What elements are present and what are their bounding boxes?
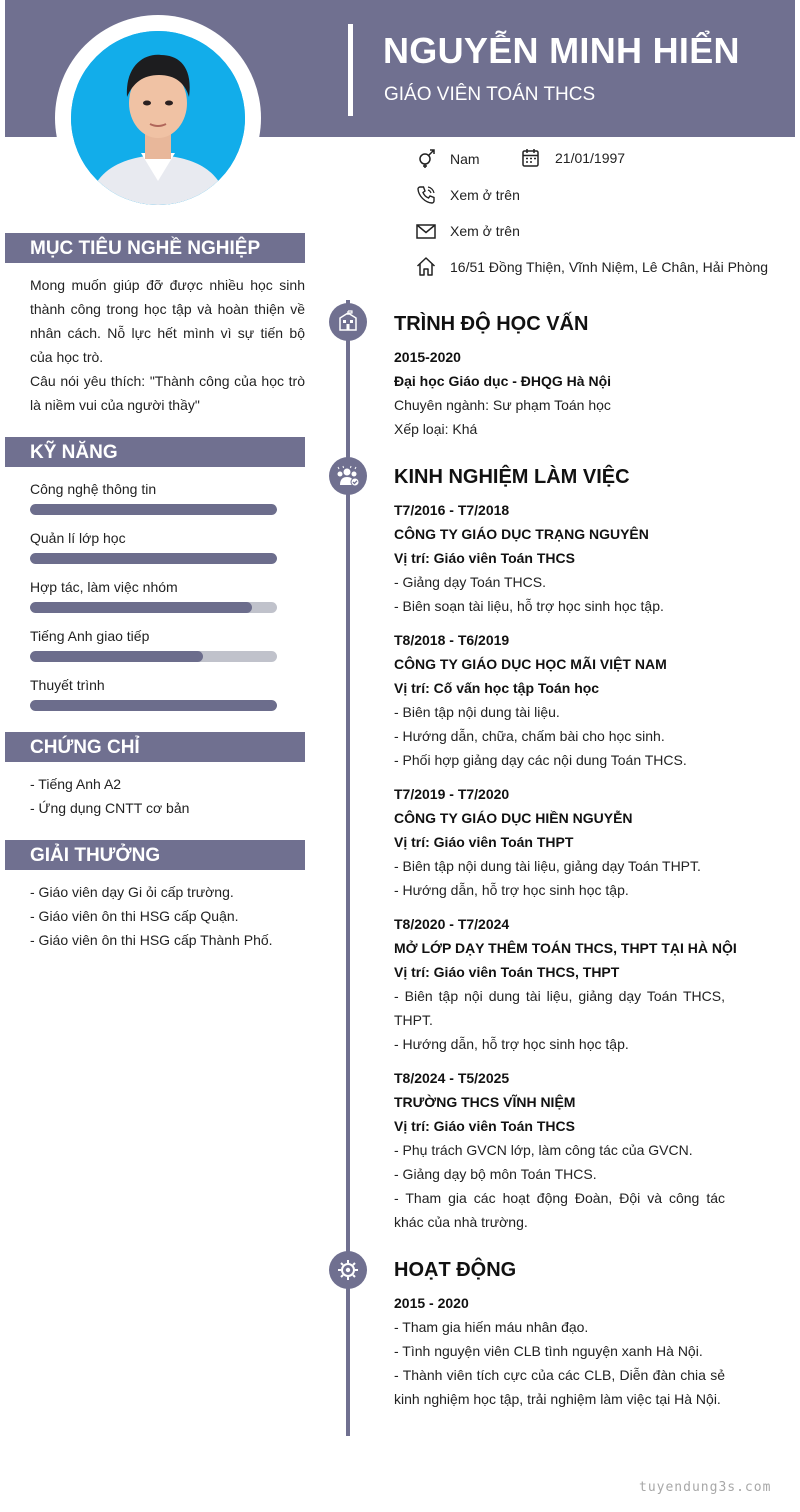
awards-heading: GIẢI THƯỞNG	[5, 840, 305, 870]
job-duty: - Tham gia các hoạt động Đoàn, Đội và công tác khác của nhà trường.	[394, 1190, 725, 1230]
certificate-item: - Ứng dụng CNTT cơ bản	[30, 800, 190, 816]
phone-row	[416, 185, 520, 205]
job-title: GIÁO VIÊN TOÁN THCS	[384, 84, 596, 105]
calendar-icon	[521, 148, 543, 168]
activities-period: 2015 - 2020	[394, 1295, 469, 1311]
job-duty: - Hướng dẫn, hỗ trợ học sinh học tập.	[394, 882, 629, 898]
activity-item: - Thành viên tích cực của các CLB, Diễn đàn chia sẻ kinh nghiệm học tập, trải nghiệm làm việc tại Hà Nội.	[394, 1367, 725, 1407]
skill-bar	[30, 553, 277, 564]
job-company: CÔNG TY GIÁO DỤC HIỀN NGUYỄN	[394, 810, 633, 826]
award-item: - Giáo viên ôn thi HSG cấp Quận.	[30, 908, 239, 924]
birthday-row	[521, 148, 625, 168]
skill-bar-fill	[30, 553, 277, 564]
skill-bar	[30, 700, 277, 711]
job-duty: - Phụ trách GVCN lớp, làm công tác của GVCN.	[394, 1142, 693, 1158]
skill-label: Hợp tác, làm việc nhóm	[30, 579, 178, 595]
job-duty: - Biên tập nội dung tài liệu.	[394, 704, 560, 720]
skill-bar	[30, 602, 277, 613]
phone-value: Xem ở trên	[450, 187, 520, 203]
objective-heading: MỤC TIÊU NGHỀ NGHIỆP	[5, 233, 305, 263]
job-position: Vị trí: Giáo viên Toán THCS	[394, 550, 575, 566]
education-major: Chuyên ngành: Sư phạm Toán học	[394, 397, 611, 413]
experience-node	[329, 457, 367, 495]
job-position: Vị trí: Giáo viên Toán THPT	[394, 834, 574, 850]
award-item: - Giáo viên dạy Gi ỏi cấp trường.	[30, 884, 234, 900]
skill-bar	[30, 651, 277, 662]
job-position: Vị trí: Giáo viên Toán THCS, THPT	[394, 964, 620, 980]
skill-bar-fill	[30, 602, 252, 613]
job-duty: - Hướng dẫn, hỗ trợ học sinh học tập.	[394, 1036, 629, 1052]
job-period: T8/2018 - T6/2019	[394, 632, 510, 648]
certificates-heading: CHỨNG CHỈ	[5, 732, 305, 762]
education-node	[329, 303, 367, 341]
education-period: 2015-2020	[394, 349, 461, 365]
team-icon	[335, 464, 361, 488]
certificate-item: - Tiếng Anh A2	[30, 776, 122, 792]
objective-text-1: Mong muốn giúp đỡ được nhiều học sinh thành công trong học tập và hoàn thiện về nhân cách. Nỗ lực hết mình vì sự tiến bộ của học trò.	[30, 277, 305, 365]
skill-bar-fill	[30, 504, 277, 515]
job-duty: - Giảng dạy bộ môn Toán THCS.	[394, 1166, 597, 1182]
avatar	[71, 31, 245, 205]
job-company: CÔNG TY GIÁO DỤC TRẠNG NGUYÊN	[394, 526, 649, 542]
skills-heading: KỸ NĂNG	[5, 437, 305, 467]
home-icon	[416, 256, 438, 278]
education-heading: TRÌNH ĐỘ HỌC VẤN	[394, 313, 589, 335]
gender-row	[416, 149, 480, 169]
job-company: CÔNG TY GIÁO DỤC HỌC MÃI VIỆT NAM	[394, 656, 667, 672]
education-school: Đại học Giáo dục - ĐHQG Hà Nội	[394, 373, 612, 389]
gender-icon	[416, 149, 438, 169]
skill-bar	[30, 504, 277, 515]
job-company: MỞ LỚP DẠY THÊM TOÁN THCS, THPT TẠI HÀ NỘI	[394, 940, 737, 956]
gender-value: Nam	[450, 151, 480, 167]
job-duty: - Hướng dẫn, chữa, chấm bài cho học sinh.	[394, 728, 665, 744]
job-duty: - Biên soạn tài liệu, hỗ trợ học sinh học tập.	[394, 598, 664, 614]
gears-icon	[336, 1258, 360, 1282]
experience-heading: KINH NGHIỆM LÀM VIỆC	[394, 466, 630, 488]
job-period: T8/2020 - T7/2024	[394, 916, 510, 932]
job-period: T8/2024 - T5/2025	[394, 1070, 510, 1086]
watermark: tuyendung3s.com	[639, 1480, 772, 1495]
skill-bar-fill	[30, 700, 277, 711]
job-duty: - Phối hợp giảng dạy các nội dung Toán THCS.	[394, 752, 687, 768]
birthday-value: 21/01/1997	[555, 150, 626, 166]
activities-heading: HOẠT ĐỘNG	[394, 1259, 517, 1281]
education-grade: Xếp loại: Khá	[394, 421, 478, 437]
title-divider	[348, 24, 353, 116]
skill-bar-fill	[30, 651, 203, 662]
activities-node	[329, 1251, 367, 1289]
activity-item: - Tham gia hiến máu nhân đạo.	[394, 1319, 589, 1335]
skill-label: Quản lí lớp học	[30, 530, 126, 546]
job-company: TRƯỜNG THCS VĨNH NIỆM	[394, 1094, 576, 1110]
envelope-icon	[416, 221, 438, 241]
job-duty: - Biên tập nội dung tài liệu, giảng dạy Toán THCS, THPT.	[394, 988, 725, 1028]
activity-item: - Tình nguyện viên CLB tình nguyện xanh Hà Nội.	[394, 1343, 703, 1359]
job-duty: - Giảng dạy Toán THCS.	[394, 574, 547, 590]
job-period: T7/2019 - T7/2020	[394, 786, 510, 802]
award-item: - Giáo viên ôn thi HSG cấp Thành Phố.	[30, 932, 273, 948]
job-position: Vị trí: Cố vấn học tập Toán học	[394, 680, 600, 696]
phone-icon	[416, 185, 438, 205]
email-row	[416, 221, 520, 241]
address-row	[416, 256, 768, 278]
job-period: T7/2016 - T7/2018	[394, 502, 510, 518]
candidate-name: NGUYỄN MINH HIỂN	[383, 30, 740, 71]
skill-label: Thuyết trình	[30, 677, 105, 693]
email-value: Xem ở trên	[450, 223, 520, 239]
job-duty: - Biên tập nội dung tài liệu, giảng dạy Toán THPT.	[394, 858, 701, 874]
portrait-photo	[71, 31, 245, 205]
skill-label: Công nghệ thông tin	[30, 481, 157, 497]
job-position: Vị trí: Giáo viên Toán THCS	[394, 1118, 575, 1134]
objective-text-2: Câu nói yêu thích: "Thành công của học trò là niềm vui của người thầy"	[30, 373, 305, 413]
school-icon	[336, 310, 360, 334]
address-value: 16/51 Đồng Thiện, Vĩnh Niệm, Lê Chân, Hải Phòng	[450, 259, 769, 275]
skill-label: Tiếng Anh giao tiếp	[30, 628, 150, 644]
